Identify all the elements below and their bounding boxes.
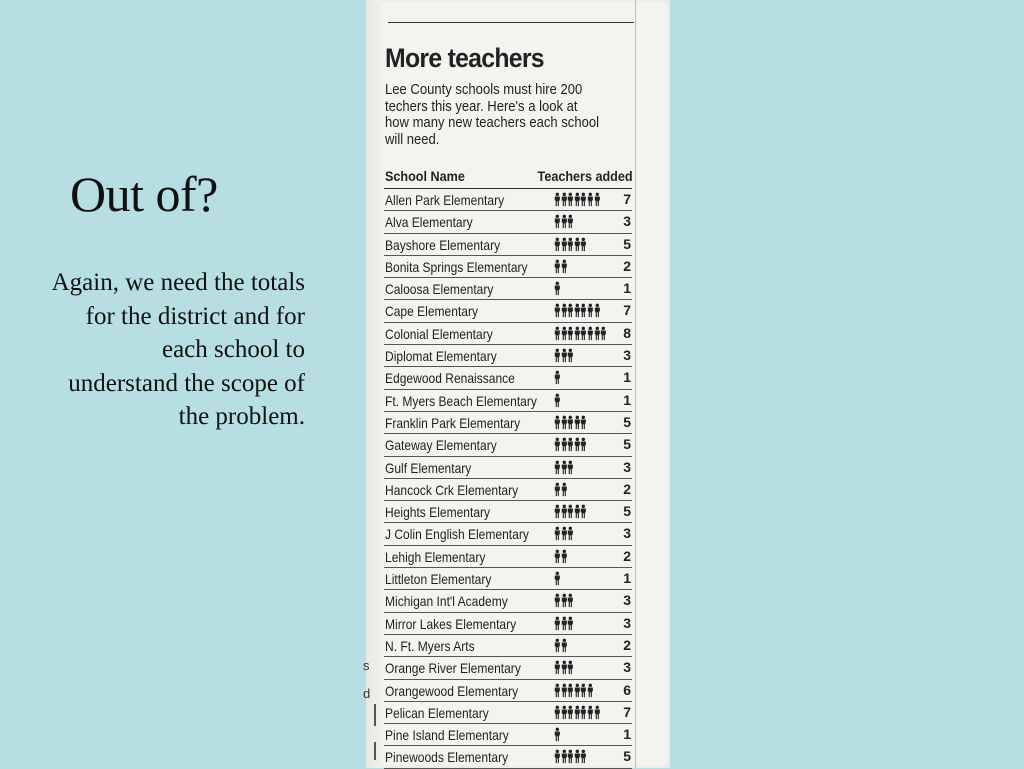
school-name: J Colin English Elementary <box>385 526 529 543</box>
table-row <box>384 323 632 345</box>
teacher-icons <box>554 259 567 274</box>
teacher-count: 7 <box>623 191 631 207</box>
person-icon <box>567 437 574 452</box>
clipping-left-edge <box>366 0 381 768</box>
person-icon <box>554 683 561 698</box>
person-icon <box>561 348 568 363</box>
person-icon <box>574 303 581 318</box>
teacher-icons <box>554 683 594 698</box>
teacher-count: 5 <box>623 436 631 453</box>
teacher-icons <box>554 571 561 586</box>
school-name: Pinewoods Elementary <box>385 749 509 766</box>
school-name: Littleton Elementary <box>385 571 492 588</box>
person-icon <box>580 437 587 452</box>
school-name: Mirror Lakes Elementary <box>385 615 517 632</box>
person-icon <box>554 237 561 252</box>
person-icon <box>561 526 568 541</box>
person-icon <box>580 415 587 430</box>
person-icon <box>554 303 561 318</box>
person-icon <box>561 683 568 698</box>
edge-rule <box>374 742 376 760</box>
table-row <box>384 523 632 545</box>
person-icon <box>554 727 561 742</box>
teacher-count: 3 <box>623 213 631 230</box>
person-icon <box>561 482 568 497</box>
person-icon <box>580 705 587 720</box>
column-header-teachers-added: Teachers added <box>537 168 633 184</box>
person-icon <box>567 749 574 764</box>
table-row <box>384 501 632 523</box>
person-icon <box>580 749 587 764</box>
person-icon <box>554 259 561 274</box>
person-icon <box>561 593 568 608</box>
person-icon <box>561 549 568 564</box>
table-row <box>384 412 632 434</box>
table-row <box>384 345 632 367</box>
person-icon <box>567 237 574 252</box>
teacher-icons <box>554 504 587 519</box>
slide-title: Out of? <box>70 166 218 222</box>
person-icon <box>587 303 594 318</box>
table-row <box>384 256 632 278</box>
school-name: Heights Elementary <box>385 504 491 521</box>
teacher-icons <box>554 303 600 318</box>
table-row <box>384 613 632 635</box>
teacher-icons <box>554 749 587 764</box>
person-icon <box>574 237 581 252</box>
edge-mark: s <box>363 658 370 673</box>
school-name: Orangewood Elementary <box>385 682 519 699</box>
table-row <box>384 702 632 724</box>
person-icon <box>561 504 568 519</box>
person-icon <box>561 616 568 631</box>
school-name: Lehigh Elementary <box>385 548 486 565</box>
clipping-headline: More teachers <box>385 43 544 73</box>
person-icon <box>554 504 561 519</box>
teacher-count: 5 <box>623 413 631 430</box>
person-icon <box>580 303 587 318</box>
teacher-icons <box>554 370 561 385</box>
table-row <box>384 635 632 657</box>
person-icon <box>554 705 561 720</box>
teacher-count: 5 <box>623 748 631 765</box>
person-icon <box>574 504 581 519</box>
table-row <box>384 590 632 612</box>
teacher-count: 1 <box>623 726 631 743</box>
person-icon <box>567 526 574 541</box>
school-name: Ft. Myers Beach Elementary <box>385 392 537 409</box>
person-icon <box>561 192 568 207</box>
school-name: Michigan Int'l Academy <box>385 593 508 610</box>
table-row <box>384 568 632 590</box>
table-row <box>384 234 632 256</box>
person-icon <box>594 705 601 720</box>
newspaper-clipping <box>363 0 670 768</box>
school-name: Hancock Crk Elementary <box>385 481 519 498</box>
teacher-count: 3 <box>623 458 631 475</box>
teacher-count: 1 <box>623 570 631 587</box>
teacher-icons <box>554 192 600 207</box>
person-icon <box>554 348 561 363</box>
person-icon <box>554 192 561 207</box>
table-row <box>384 390 632 412</box>
person-icon <box>567 303 574 318</box>
table-row <box>384 457 632 479</box>
teacher-icons <box>554 415 587 430</box>
teacher-count: 1 <box>623 369 631 386</box>
person-icon <box>567 192 574 207</box>
teacher-count: 3 <box>623 347 631 364</box>
edge-rule <box>374 704 376 726</box>
person-icon <box>554 549 561 564</box>
teacher-count: 2 <box>623 480 631 497</box>
person-icon <box>561 303 568 318</box>
person-icon <box>567 683 574 698</box>
person-icon <box>554 370 561 385</box>
person-icon <box>574 705 581 720</box>
teacher-icons <box>554 638 567 653</box>
teacher-count: 7 <box>623 703 631 720</box>
person-icon <box>561 326 568 341</box>
teacher-count: 1 <box>623 280 631 297</box>
teacher-count: 1 <box>623 391 631 408</box>
slide-body-text: Again, we need the totals for the district and for each school to understand the scope of the problem. <box>51 269 305 430</box>
person-icon <box>574 326 581 341</box>
table-row <box>384 278 632 300</box>
person-icon <box>554 281 561 296</box>
person-icon <box>587 705 594 720</box>
teacher-count: 8 <box>623 324 631 341</box>
table-row <box>384 434 632 456</box>
person-icon <box>594 303 601 318</box>
teacher-icons <box>554 727 561 742</box>
school-name: Edgewood Renaissance <box>385 370 515 387</box>
person-icon <box>567 504 574 519</box>
teacher-count: 6 <box>623 681 631 698</box>
person-icon <box>567 616 574 631</box>
person-icon <box>567 415 574 430</box>
person-icon <box>594 326 601 341</box>
person-icon <box>554 638 561 653</box>
person-icon <box>554 660 561 675</box>
person-icon <box>574 192 581 207</box>
teacher-count: 3 <box>623 592 631 609</box>
person-icon <box>554 526 561 541</box>
school-name: Diplomat Elementary <box>385 348 497 365</box>
teacher-icons <box>554 214 574 229</box>
teacher-icons <box>554 705 600 720</box>
person-icon <box>587 326 594 341</box>
teacher-icons <box>554 460 574 475</box>
person-icon <box>561 749 568 764</box>
teacher-count: 3 <box>623 614 631 631</box>
person-icon <box>554 593 561 608</box>
person-icon <box>561 237 568 252</box>
school-name: Cape Elementary <box>385 303 479 320</box>
teacher-count: 7 <box>623 302 631 319</box>
school-name: Gulf Elementary <box>385 459 472 476</box>
person-icon <box>567 460 574 475</box>
person-icon <box>580 326 587 341</box>
table-row <box>384 211 632 233</box>
table-row <box>384 680 632 702</box>
person-icon <box>600 326 607 341</box>
school-name: Pine Island Elementary <box>385 727 509 744</box>
teacher-icons <box>554 616 574 631</box>
school-name: Bayshore Elementary <box>385 236 501 253</box>
person-icon <box>561 660 568 675</box>
person-icon <box>561 259 568 274</box>
person-icon <box>561 460 568 475</box>
person-icon <box>567 705 574 720</box>
person-icon <box>554 393 561 408</box>
teacher-icons <box>554 348 574 363</box>
person-icon <box>554 415 561 430</box>
teacher-icons <box>554 237 587 252</box>
person-icon <box>554 214 561 229</box>
edge-mark: d <box>363 686 371 701</box>
person-icon <box>587 192 594 207</box>
person-icon <box>574 415 581 430</box>
person-icon <box>574 437 581 452</box>
person-icon <box>567 348 574 363</box>
person-icon <box>554 326 561 341</box>
teacher-icons <box>554 549 567 564</box>
table-row <box>384 189 632 211</box>
table-row <box>384 300 632 322</box>
teacher-count: 2 <box>623 257 631 274</box>
teacher-count: 2 <box>623 547 631 564</box>
person-icon <box>574 683 581 698</box>
table-row <box>384 746 632 768</box>
person-icon <box>554 616 561 631</box>
person-icon <box>554 571 561 586</box>
table-row <box>384 479 632 501</box>
person-icon <box>554 460 561 475</box>
teacher-count: 2 <box>623 636 631 653</box>
person-icon <box>574 749 581 764</box>
column-header-school-name: School Name <box>385 168 465 184</box>
person-icon <box>580 683 587 698</box>
person-icon <box>594 192 601 207</box>
person-icon <box>561 214 568 229</box>
school-name: Allen Park Elementary <box>385 192 505 208</box>
person-icon <box>567 326 574 341</box>
person-icon <box>587 683 594 698</box>
column-rule <box>635 0 636 768</box>
clipping-intro: Lee County schools must hire 200 techers this year. Here's a look at how many new teachers each school will need. <box>385 82 600 148</box>
person-icon <box>580 192 587 207</box>
person-icon <box>554 749 561 764</box>
teachers-table <box>384 188 632 769</box>
teacher-icons <box>554 482 567 497</box>
person-icon <box>580 237 587 252</box>
school-name: Pelican Elementary <box>385 704 489 721</box>
school-name: Orange River Elementary <box>385 660 521 677</box>
teacher-icons <box>554 281 561 296</box>
table-row <box>384 367 632 389</box>
person-icon <box>561 705 568 720</box>
teacher-count: 3 <box>623 525 631 542</box>
teacher-icons <box>554 593 574 608</box>
person-icon <box>554 437 561 452</box>
school-name: Alva Elementary <box>385 214 473 231</box>
person-icon <box>561 638 568 653</box>
teacher-icons <box>554 660 574 675</box>
teacher-icons <box>554 393 561 408</box>
person-icon <box>561 415 568 430</box>
table-row <box>384 657 632 679</box>
person-icon <box>561 437 568 452</box>
school-name: Caloosa Elementary <box>385 281 494 298</box>
school-name: Franklin Park Elementary <box>385 414 521 431</box>
person-icon <box>567 660 574 675</box>
teacher-icons <box>554 326 607 341</box>
teacher-count: 3 <box>623 659 631 676</box>
person-icon <box>580 504 587 519</box>
teacher-count: 5 <box>623 235 631 252</box>
table-row <box>384 546 632 568</box>
teacher-count: 5 <box>623 503 631 520</box>
person-icon <box>554 482 561 497</box>
school-name: N. Ft. Myers Arts <box>385 637 475 654</box>
school-name: Bonita Springs Elementary <box>385 258 528 275</box>
school-name: Gateway Elementary <box>385 437 497 454</box>
person-icon <box>567 214 574 229</box>
school-name: Colonial Elementary <box>385 325 493 342</box>
table-row <box>384 724 632 746</box>
top-rule <box>388 22 634 23</box>
teacher-icons <box>554 526 574 541</box>
person-icon <box>567 593 574 608</box>
teacher-icons <box>554 437 587 452</box>
